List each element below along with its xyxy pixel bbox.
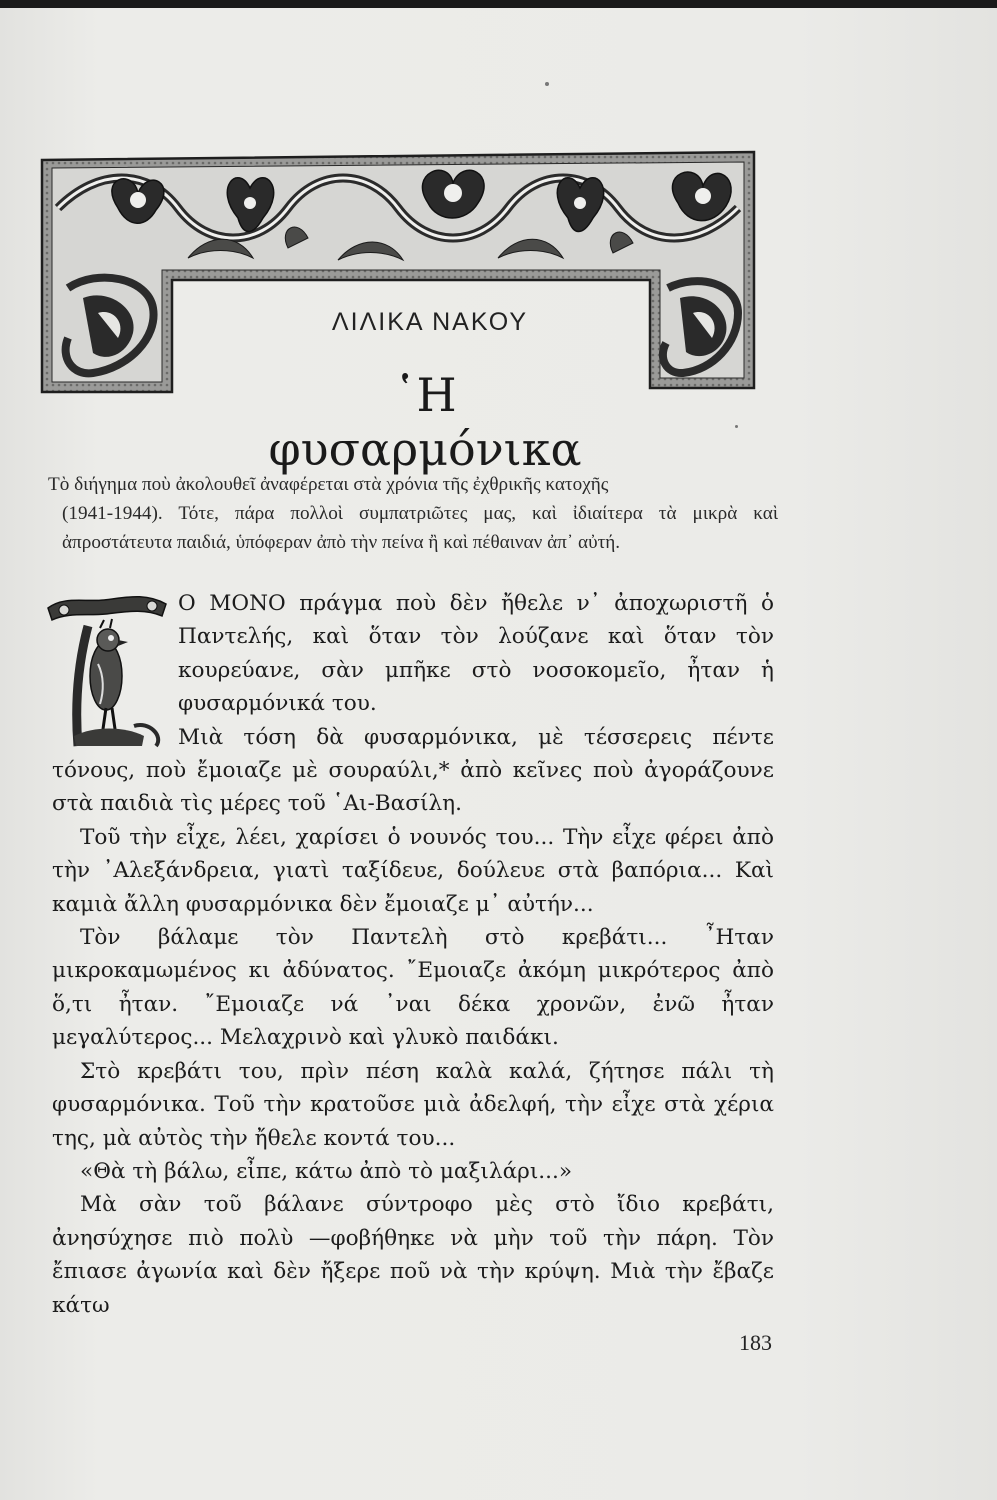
story-title: ῾Η φυσαρμόνικα xyxy=(268,368,582,476)
paragraph-1: Ο ΜΟΝΟ πράγμα ποὺ δὲν ἤθελε ν᾽ ἀποχωριστῆ ὁ Παντελής, καὶ ὅταν τὸν λούζανε καὶ ὅταν τὸν κουρεύανε, σὰν μπῆκε στὸ νοσοκομεῖο, ἦταν ἡ φυσαρμόνικά του. xyxy=(178,591,774,717)
drop-cap-space xyxy=(52,587,178,753)
intro-note xyxy=(48,470,778,557)
paragraph-7: Μὰ σὰν τοῦ βάλανε σύντροφο μὲς στὸ ἴδιο κρεβάτι, ἀνησύχησε πιὸ πολὺ —φοβήθηκε νὰ μὴν τοῦ τὴν πάρη. Τὸν ἔπιασε ἀγωνία καὶ δὲν ἤξερε ποῦ νὰ τὴν κρύψη. Μιὰ τὴν ἔβαζε κάτω xyxy=(52,1192,774,1318)
page-number: 183 xyxy=(739,1330,772,1355)
scan-top-edge xyxy=(0,0,997,8)
scan-speck xyxy=(735,425,738,428)
paragraph-3: Τοῦ τὴν εἶχε, λέει, χαρίσει ὁ νουνός του... Τὴν εἶχε φέρει ἀπὸ τὴν ᾽Αλεξάνδρεια, γιατὶ ταξίδευε, δούλευε στὰ βαπόρια... Καὶ καμιὰ ἄλλη φυσαρμόνικα δὲν ἔμοιαζε μ᾽ αὐτήν... xyxy=(52,824,774,917)
paragraph-4: Τὸν βάλαμε τὸν Παντελὴ στὸ κρεβάτι... ῏Ηταν μικροκαμωμένος κι ἀδύνατος. ῎Εμοιαζε ἀκόμη μικρότερος ἀπὸ ὅ,τι ἦταν. ῎Εμοιαζε νά ᾽ναι δέκα χρονῶν, ἐνῶ ἦταν μεγαλύτερος... Μελαχρινὸ καὶ γλυκὸ παιδάκι. xyxy=(52,925,774,1051)
paragraph-5: Στὸ κρεβάτι του, πρὶν πέση καλὰ καλά, ζήτησε πάλι τὴ φυσαρμόνικα. Τοῦ τὴν κρατοῦσε μιὰ ἀδελφή, τὴν εἶχε στὰ χέρια της, μὰ αὐτὸς τὴν ἤθελε κοντά του... xyxy=(52,1058,774,1151)
ornamental-frame-illustration xyxy=(38,148,758,400)
intro-rest: (1941-1944). Τότε, πάρα πολλοὶ συμπατριῶτες μας, καὶ ἰδιαίτερα τὰ μικρὰ καὶ ἀπροστάτευτα παιδιά, ὑπόφεραν ἀπὸ τὴν πείνα ἢ καὶ πέθαιναν ἀπ᾽ αὐτή. xyxy=(62,503,778,553)
story-body xyxy=(52,587,774,1322)
paragraph-6: «Θὰ τὴ βάλω, εἶπε, κάτω ἀπὸ τὸ μαξιλάρι...» xyxy=(80,1158,573,1184)
paragraph-2: Μιὰ τόση δὰ φυσαρμόνικα, μὲ τέσσερεις πέντε τόνους, ποὺ ἔμοιαζε μὲ σουραύλι,* ἀπὸ κεῖνες ποὺ ἀγοράζουνε στὰ παιδιὰ τὶς μέρες τοῦ ῾Αι-Βασίλη. xyxy=(52,724,774,817)
intro-line-1: Τὸ διήγημα ποὺ ἀκολουθεῖ ἀναφέρεται στὰ χρόνια τῆς ἐχθρικῆς κατοχῆς xyxy=(48,474,609,495)
scan-speck xyxy=(545,82,549,86)
author-name: ΛΙΛΙΚΑ ΝΑΚΟΥ xyxy=(331,308,529,336)
